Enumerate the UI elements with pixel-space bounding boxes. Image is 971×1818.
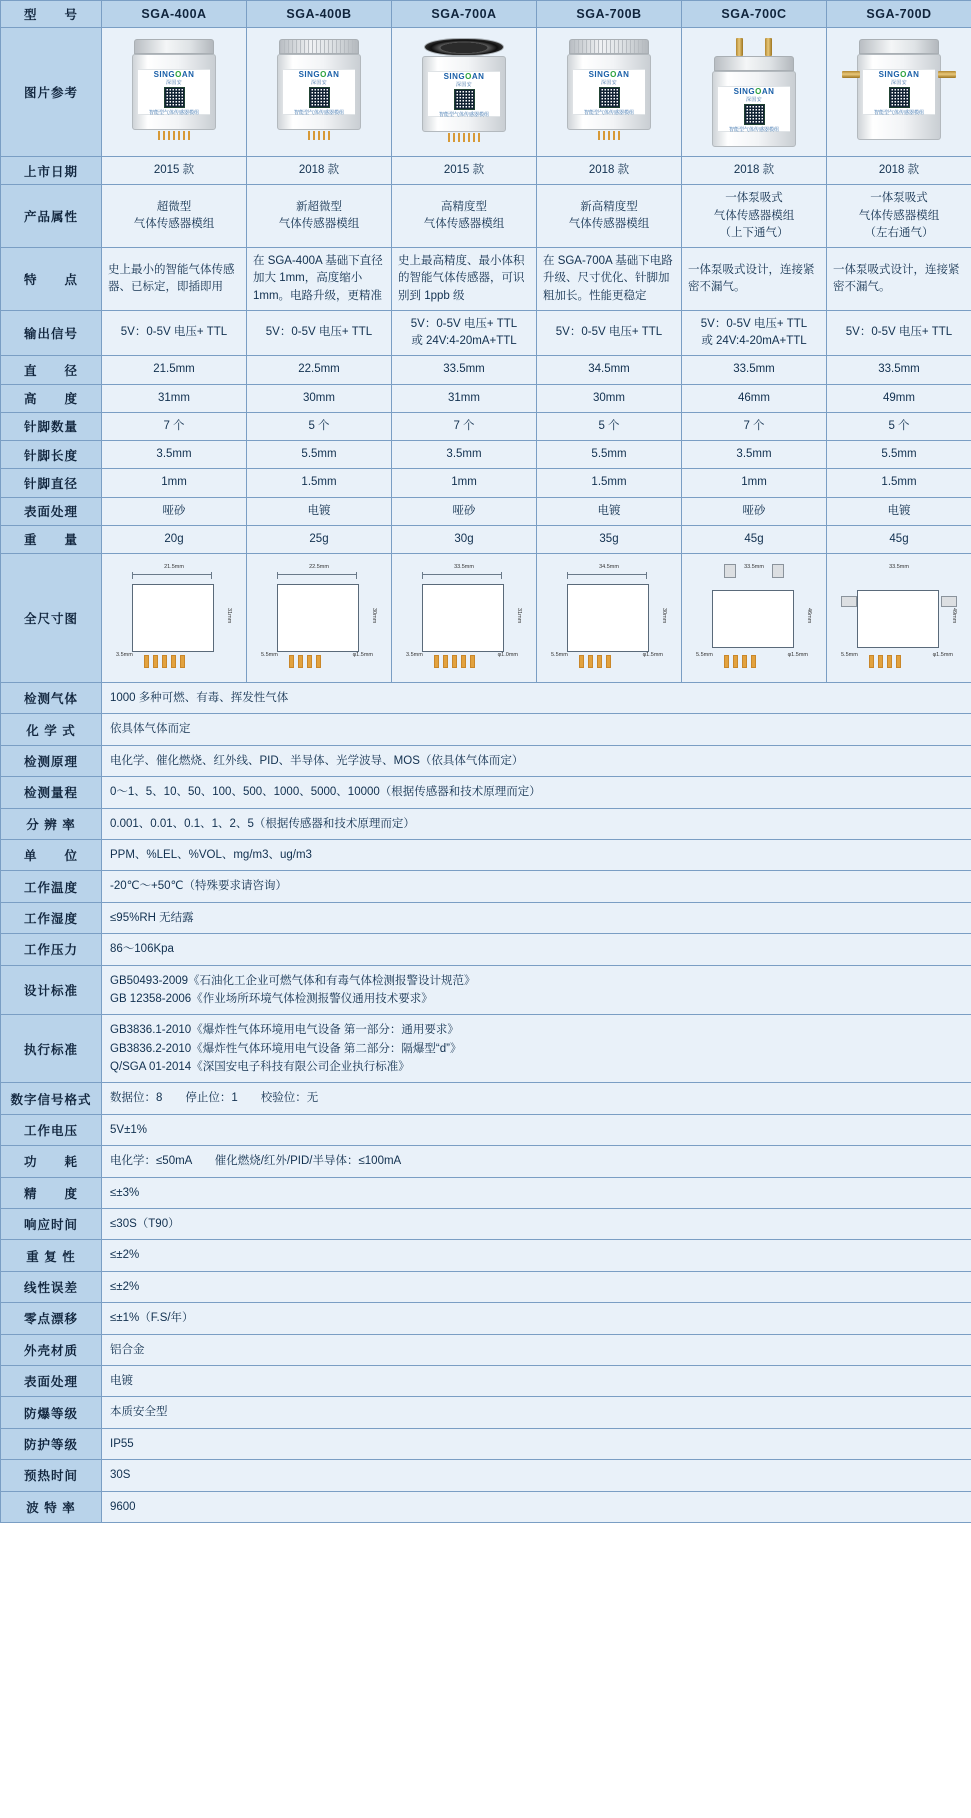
row-label-pin-count: 针脚数量 xyxy=(1,412,102,440)
product-image-2 xyxy=(392,28,537,157)
table-row-dimension-drawings xyxy=(1,554,971,683)
drawing-pin-dia-label: φ1.5mm xyxy=(642,652,663,658)
cell-diameter-5: 33.5mm xyxy=(827,356,971,384)
sensor-caption: 智能型气体传感器模组 xyxy=(583,110,634,116)
table-row-surface-treatment xyxy=(1,497,971,525)
drawing-top-label: 33.5mm xyxy=(744,564,764,570)
cell-features-0: 史上最小的智能气体传感器、已标定，即插即用 xyxy=(102,248,247,311)
cell-features-4: 一体泵吸式设计，连接紧密不漏气。 xyxy=(682,248,827,311)
drawing-height-label: 30mm xyxy=(661,608,667,624)
spec-label-accuracy: 精 度 xyxy=(1,1177,102,1208)
sensor-label-band xyxy=(863,69,935,115)
spec-row-response-time xyxy=(1,1209,971,1240)
product-image-4 xyxy=(682,28,827,157)
table-row-pin-length xyxy=(1,441,971,469)
sensor-caption: 智能型气体传感器模组 xyxy=(148,110,199,116)
qr-code-icon xyxy=(309,87,330,108)
spec-value-baud-rate: 9600 xyxy=(102,1491,971,1522)
spec-row-execution-standard xyxy=(1,1015,971,1083)
qr-code-icon xyxy=(164,87,185,108)
model-header-1: SGA-400B xyxy=(247,1,392,28)
row-label-output-signal: 输出信号 xyxy=(1,310,102,356)
cell-attributes-3: 新高精度型 气体传感器模组 xyxy=(537,185,682,248)
dimension-drawing-0 xyxy=(102,554,247,683)
drawing-pin-length-label: 5.5mm xyxy=(841,652,858,658)
row-label-surface-treatment: 表面处理 xyxy=(1,497,102,525)
cell-features-1: 在 SGA-400A 基础下直径加大 1mm，高度缩小 1mm。电路升级，更精准 xyxy=(247,248,392,311)
table-row-pin-count xyxy=(1,412,971,440)
drawing-height-label: 46mm xyxy=(806,608,812,624)
cell-weight-1: 25g xyxy=(247,525,392,553)
qr-code-icon xyxy=(454,89,475,110)
spec-value-range: 0～1、5、10、50、100、500、1000、5000、10000（根据传感器和技术原理而定） xyxy=(102,777,971,808)
cell-diameter-1: 22.5mm xyxy=(247,356,392,384)
spec-label-resolution: 分 辨 率 xyxy=(1,808,102,839)
spec-row-resolution xyxy=(1,808,971,839)
drawing-height-label: 30mm xyxy=(371,608,377,624)
spec-label-repeatability: 重 复 性 xyxy=(1,1240,102,1271)
qr-code-icon xyxy=(744,104,765,125)
spec-value-response-time: ≤30S（T90） xyxy=(102,1209,971,1240)
cell-diameter-2: 33.5mm xyxy=(392,356,537,384)
sensor-label-band xyxy=(283,69,355,115)
sensor-illustration-400a xyxy=(132,39,216,140)
spec-value-principle: 电化学、催化燃烧、红外线、PID、半导体、光学波导、MOS（依具体气体而定） xyxy=(102,745,971,776)
drawing-pins-icon xyxy=(869,655,901,668)
qr-code-icon xyxy=(889,87,910,108)
spec-label-digital-format: 数字信号格式 xyxy=(1,1083,102,1114)
drawing-pin-dia-label: φ1.0mm xyxy=(497,652,518,658)
table-row-launch-date xyxy=(1,157,971,185)
cell-weight-5: 45g xyxy=(827,525,971,553)
spec-value-accuracy: ≤±3% xyxy=(102,1177,971,1208)
table-row-images xyxy=(1,28,971,157)
spec-row-principle xyxy=(1,745,971,776)
table-row-weight xyxy=(1,525,971,553)
spec-value-humidity: ≤95%RH 无结露 xyxy=(102,902,971,933)
sensor-illustration-700d xyxy=(857,39,941,140)
cell-surface-treatment-5: 电镀 xyxy=(827,497,971,525)
dimension-drawing-4 xyxy=(682,554,827,683)
cell-pin-length-0: 3.5mm xyxy=(102,441,247,469)
cell-pin-diameter-0: 1mm xyxy=(102,469,247,497)
spec-row-chemical-formula xyxy=(1,714,971,745)
spec-label-linearity: 线性误差 xyxy=(1,1271,102,1302)
drawing-pins-icon xyxy=(724,655,756,668)
sensor-label-band xyxy=(428,71,500,117)
spec-value-surface-treatment: 电镀 xyxy=(102,1365,971,1396)
drawing-400b xyxy=(259,562,379,674)
drawing-body-outline xyxy=(567,584,649,652)
drawing-body-outline xyxy=(277,584,359,652)
sensor-caption: 智能型气体传感器模组 xyxy=(438,111,489,118)
cell-surface-treatment-1: 电镀 xyxy=(247,497,392,525)
drawing-nozzle-icon xyxy=(724,564,736,578)
row-label-height: 高 度 xyxy=(1,384,102,412)
sensor-cap-icon xyxy=(859,39,939,54)
spec-label-zero-drift: 零点漂移 xyxy=(1,1303,102,1334)
dimension-drawing-5 xyxy=(827,554,971,683)
cell-surface-treatment-0: 哑砂 xyxy=(102,497,247,525)
brand-text: SINGOAN xyxy=(298,70,340,79)
spec-row-range xyxy=(1,777,971,808)
brand-cn-text: 深国安 xyxy=(891,80,907,86)
cell-attributes-2: 高精度型 气体传感器模组 xyxy=(392,185,537,248)
drawing-width-arrow xyxy=(567,574,647,575)
spec-value-preheat-time: 30S xyxy=(102,1460,971,1491)
model-header-0: SGA-400A xyxy=(102,1,247,28)
spec-row-humidity xyxy=(1,902,971,933)
sensor-caption: 智能型气体传感器模组 xyxy=(293,110,344,116)
product-image-5 xyxy=(827,28,971,157)
row-label-pin-length: 针脚长度 xyxy=(1,441,102,469)
drawing-side-nozzle-icon xyxy=(841,596,857,607)
drawing-pin-length-label: 5.5mm xyxy=(261,652,278,658)
cell-attributes-4: 一体泵吸式 气体传感器模组 （上下通气） xyxy=(682,185,827,248)
sensor-illustration-400b xyxy=(277,39,361,140)
cell-pin-count-3: 5 个 xyxy=(537,412,682,440)
brand-cn-text: 深国安 xyxy=(311,80,327,86)
sensor-body xyxy=(422,56,506,132)
spec-value-zero-drift: ≤±1%（F.S/年） xyxy=(102,1303,971,1334)
spec-label-temperature: 工作温度 xyxy=(1,871,102,902)
product-image-0 xyxy=(102,28,247,157)
spec-row-voltage xyxy=(1,1114,971,1145)
spec-value-temperature: -20℃～+50℃（特殊要求请咨询） xyxy=(102,871,971,902)
table-row-height xyxy=(1,384,971,412)
spec-row-protection-grade xyxy=(1,1428,971,1459)
brand-text: SINGOAN xyxy=(153,70,195,79)
drawing-700c xyxy=(694,562,814,674)
spec-label-design-standard: 设计标准 xyxy=(1,965,102,1015)
model-header-3: SGA-700B xyxy=(537,1,682,28)
brand-text: SINGOAN xyxy=(733,86,775,96)
sensor-caption: 智能型气体传感器模组 xyxy=(873,110,924,116)
cell-features-2: 史上最高精度、最小体积的智能气体传感器，可识别到 1ppb 级 xyxy=(392,248,537,311)
sensor-pins-icon xyxy=(422,133,506,142)
dimension-drawing-1 xyxy=(247,554,392,683)
row-label-pin-diameter: 针脚直径 xyxy=(1,469,102,497)
spec-label-detect-gas: 检测气体 xyxy=(1,683,102,714)
cell-diameter-0: 21.5mm xyxy=(102,356,247,384)
cell-pin-length-2: 3.5mm xyxy=(392,441,537,469)
spec-label-chemical-formula: 化 学 式 xyxy=(1,714,102,745)
table-row-diameter xyxy=(1,356,971,384)
drawing-height-label: 49mm xyxy=(951,608,957,624)
cell-launch-date-3: 2018 款 xyxy=(537,157,682,185)
cell-pin-count-2: 7 个 xyxy=(392,412,537,440)
spec-row-preheat-time xyxy=(1,1460,971,1491)
spec-row-digital-format xyxy=(1,1083,971,1114)
model-header-4: SGA-700C xyxy=(682,1,827,28)
sensor-cap-mesh-icon xyxy=(279,39,359,54)
spec-row-surface-treatment xyxy=(1,1365,971,1396)
spec-value-linearity: ≤±2% xyxy=(102,1271,971,1302)
table-row-model xyxy=(1,1,971,28)
sensor-caption: 智能型气体传感器模组 xyxy=(728,126,779,133)
spec-label-execution-standard: 执行标准 xyxy=(1,1015,102,1083)
spec-label-protection-grade: 防护等级 xyxy=(1,1428,102,1459)
drawing-height-label: 31mm xyxy=(226,608,232,624)
drawing-pin-length-label: 3.5mm xyxy=(116,652,133,658)
spec-value-detect-gas: 1000 多种可燃、有毒、挥发性气体 xyxy=(102,683,971,714)
drawing-top-label: 22.5mm xyxy=(309,564,329,570)
sensor-label-band xyxy=(138,69,210,115)
spec-label-pressure: 工作压力 xyxy=(1,934,102,965)
spec-row-shell-material xyxy=(1,1334,971,1365)
drawing-top-label: 34.5mm xyxy=(599,564,619,570)
cell-pin-count-4: 7 个 xyxy=(682,412,827,440)
cell-pin-count-1: 5 个 xyxy=(247,412,392,440)
table-row-pin-diameter xyxy=(1,469,971,497)
cell-launch-date-5: 2018 款 xyxy=(827,157,971,185)
sensor-pins-icon xyxy=(132,131,216,140)
cell-weight-2: 30g xyxy=(392,525,537,553)
drawing-pins-icon xyxy=(434,655,475,668)
cell-attributes-5: 一体泵吸式 气体传感器模组 （左右通气） xyxy=(827,185,971,248)
cell-height-0: 31mm xyxy=(102,384,247,412)
cell-attributes-0: 超微型 气体传感器模组 xyxy=(102,185,247,248)
sensor-pins-icon xyxy=(567,131,651,140)
cell-diameter-4: 33.5mm xyxy=(682,356,827,384)
sensor-body xyxy=(277,54,361,130)
spec-row-accuracy xyxy=(1,1177,971,1208)
product-image-3 xyxy=(537,28,682,157)
row-label-features: 特 点 xyxy=(1,248,102,311)
spec-label-principle: 检测原理 xyxy=(1,745,102,776)
drawing-pin-length-label: 3.5mm xyxy=(406,652,423,658)
pump-nozzles-icon xyxy=(712,38,796,56)
drawing-side-nozzle-icon xyxy=(941,596,957,607)
table-row-attributes xyxy=(1,185,971,248)
brand-text: SINGOAN xyxy=(443,71,485,81)
drawing-pin-length-label: 5.5mm xyxy=(551,652,568,658)
spec-row-explosion-proof xyxy=(1,1397,971,1428)
spec-row-detect-gas xyxy=(1,683,971,714)
cell-pin-diameter-1: 1.5mm xyxy=(247,469,392,497)
cell-attributes-1: 新超微型 气体传感器模组 xyxy=(247,185,392,248)
row-label-weight: 重 量 xyxy=(1,525,102,553)
cell-output-signal-2: 5V：0-5V 电压+ TTL 或 24V:4-20mA+TTL xyxy=(392,310,537,356)
table-row-features xyxy=(1,248,971,311)
spec-row-repeatability xyxy=(1,1240,971,1271)
cell-pin-length-3: 5.5mm xyxy=(537,441,682,469)
cell-output-signal-5: 5V：0-5V 电压+ TTL xyxy=(827,310,971,356)
cell-weight-4: 45g xyxy=(682,525,827,553)
cell-features-3: 在 SGA-700A 基础下电路升级、尺寸优化、针脚加粗加长。性能更稳定 xyxy=(537,248,682,311)
row-label-launch-date: 上市日期 xyxy=(1,157,102,185)
cell-surface-treatment-3: 电镀 xyxy=(537,497,682,525)
cell-output-signal-3: 5V：0-5V 电压+ TTL xyxy=(537,310,682,356)
drawing-width-arrow xyxy=(422,574,502,575)
drawing-nozzle-icon xyxy=(772,564,784,578)
spec-value-repeatability: ≤±2% xyxy=(102,1240,971,1271)
drawing-pins-icon xyxy=(144,655,185,668)
cell-height-3: 30mm xyxy=(537,384,682,412)
spec-value-digital-format: 数据位：8 停止位：1 校验位：无 xyxy=(102,1083,971,1114)
spec-label-response-time: 响应时间 xyxy=(1,1209,102,1240)
drawing-width-arrow xyxy=(277,574,357,575)
spec-label-preheat-time: 预热时间 xyxy=(1,1460,102,1491)
drawing-pins-icon xyxy=(579,655,611,668)
spec-value-pressure: 86～106Kpa xyxy=(102,934,971,965)
brand-text: SINGOAN xyxy=(878,70,920,79)
spec-row-temperature xyxy=(1,871,971,902)
drawing-700b xyxy=(549,562,669,674)
brand-cn-text: 深国安 xyxy=(746,96,762,103)
cell-height-1: 30mm xyxy=(247,384,392,412)
row-label-dimension-drawings: 全尺寸图 xyxy=(1,554,102,683)
spec-row-unit xyxy=(1,839,971,870)
brand-text: SINGOAN xyxy=(588,70,630,79)
spec-value-protection-grade: IP55 xyxy=(102,1428,971,1459)
cell-output-signal-4: 5V：0-5V 电压+ TTL 或 24V:4-20mA+TTL xyxy=(682,310,827,356)
sensor-illustration-700c xyxy=(712,38,796,147)
spec-value-power: 电化学：≤50mA 催化燃烧/红外/PID/半导体：≤100mA xyxy=(102,1146,971,1177)
spec-label-range: 检测量程 xyxy=(1,777,102,808)
cell-launch-date-0: 2015 款 xyxy=(102,157,247,185)
sensor-illustration-700b xyxy=(567,39,651,140)
row-label-model: 型 号 xyxy=(1,1,102,28)
spec-value-design-standard: GB50493-2009《石油化工企业可燃气体和有毒气体检测报警设计规范》 GB 12358-2006《作业场所环境气体检测报警仪通用技术要求》 xyxy=(102,965,971,1015)
drawing-pin-length-label: 5.5mm xyxy=(696,652,713,658)
spec-row-pressure xyxy=(1,934,971,965)
sensor-cap-mesh-icon xyxy=(569,39,649,54)
table-row-output-signal xyxy=(1,310,971,356)
spec-value-execution-standard: GB3836.1-2010《爆炸性气体环境用电气设备 第一部分：通用要求》 GB3836.2-2010《爆炸性气体环境用电气设备 第二部分：隔爆型“d”》 Q/SGA 01-2014《深国安电子科技有限公司企业执行标准》 xyxy=(102,1015,971,1083)
drawing-body-outline xyxy=(712,590,794,648)
drawing-700d xyxy=(839,562,959,674)
cell-output-signal-1: 5V：0-5V 电压+ TTL xyxy=(247,310,392,356)
drawing-pin-dia-label: φ1.5mm xyxy=(787,652,808,658)
spec-value-chemical-formula: 依具体气体而定 xyxy=(102,714,971,745)
row-label-attributes: 产品属性 xyxy=(1,185,102,248)
sensor-body xyxy=(132,54,216,130)
drawing-pin-dia-label: φ1.5mm xyxy=(352,652,373,658)
sensor-body xyxy=(567,54,651,130)
cell-pin-diameter-4: 1mm xyxy=(682,469,827,497)
row-label-diameter: 直 径 xyxy=(1,356,102,384)
cell-height-5: 49mm xyxy=(827,384,971,412)
sensor-body xyxy=(857,54,941,140)
cell-height-2: 31mm xyxy=(392,384,537,412)
model-header-2: SGA-700A xyxy=(392,1,537,28)
drawing-body-outline xyxy=(422,584,504,652)
drawing-top-label: 21.5mm xyxy=(164,564,184,570)
cell-pin-length-1: 5.5mm xyxy=(247,441,392,469)
row-label-images: 图片参考 xyxy=(1,28,102,157)
cell-launch-date-2: 2015 款 xyxy=(392,157,537,185)
sensor-cap-icon xyxy=(134,39,214,54)
sensor-cap-icon xyxy=(714,56,794,71)
drawing-height-label: 31mm xyxy=(516,608,522,624)
dimension-drawing-2 xyxy=(392,554,537,683)
brand-cn-text: 深国安 xyxy=(601,80,617,86)
spec-value-unit: PPM、%LEL、%VOL、mg/m3、ug/m3 xyxy=(102,839,971,870)
brand-cn-text: 深国安 xyxy=(456,81,472,88)
cell-pin-diameter-3: 1.5mm xyxy=(537,469,682,497)
cell-weight-0: 20g xyxy=(102,525,247,553)
sensor-cap-ring-icon xyxy=(424,38,504,56)
spec-row-linearity xyxy=(1,1271,971,1302)
cell-launch-date-4: 2018 款 xyxy=(682,157,827,185)
cell-launch-date-1: 2018 款 xyxy=(247,157,392,185)
drawing-700a xyxy=(404,562,524,674)
cell-surface-treatment-4: 哑砂 xyxy=(682,497,827,525)
model-header-5: SGA-700D xyxy=(827,1,971,28)
sensor-body xyxy=(712,71,796,147)
drawing-pin-dia-label: φ1.5mm xyxy=(932,652,953,658)
sensor-illustration-700a xyxy=(422,38,506,142)
cell-surface-treatment-2: 哑砂 xyxy=(392,497,537,525)
drawing-400a xyxy=(114,562,234,674)
sensor-pins-icon xyxy=(277,131,361,140)
cell-height-4: 46mm xyxy=(682,384,827,412)
spec-label-explosion-proof: 防爆等级 xyxy=(1,1397,102,1428)
cell-output-signal-0: 5V：0-5V 电压+ TTL xyxy=(102,310,247,356)
drawing-pins-icon xyxy=(289,655,321,668)
spec-row-baud-rate xyxy=(1,1491,971,1522)
spec-label-surface-treatment: 表面处理 xyxy=(1,1365,102,1396)
drawing-top-label: 33.5mm xyxy=(889,564,909,570)
spec-label-shell-material: 外壳材质 xyxy=(1,1334,102,1365)
spec-value-voltage: 5V±1% xyxy=(102,1114,971,1145)
drawing-top-label: 33.5mm xyxy=(454,564,474,570)
spec-label-power: 功 耗 xyxy=(1,1146,102,1177)
cell-pin-count-5: 5 个 xyxy=(827,412,971,440)
drawing-width-arrow xyxy=(132,574,212,575)
cell-pin-diameter-2: 1mm xyxy=(392,469,537,497)
cell-pin-length-4: 3.5mm xyxy=(682,441,827,469)
cell-pin-diameter-5: 1.5mm xyxy=(827,469,971,497)
spec-label-unit: 单 位 xyxy=(1,839,102,870)
drawing-body-outline xyxy=(132,584,214,652)
spec-value-resolution: 0.001、0.01、0.1、1、2、5（根据传感器和技术原理而定） xyxy=(102,808,971,839)
spec-row-zero-drift xyxy=(1,1303,971,1334)
spec-row-power xyxy=(1,1146,971,1177)
cell-diameter-3: 34.5mm xyxy=(537,356,682,384)
sensor-label-band xyxy=(718,86,790,132)
spec-label-humidity: 工作湿度 xyxy=(1,902,102,933)
product-image-1 xyxy=(247,28,392,157)
spec-label-voltage: 工作电压 xyxy=(1,1114,102,1145)
cell-pin-count-0: 7 个 xyxy=(102,412,247,440)
drawing-body-outline xyxy=(857,590,939,648)
dimension-drawing-3 xyxy=(537,554,682,683)
sensor-label-band xyxy=(573,69,645,115)
spec-value-explosion-proof: 本质安全型 xyxy=(102,1397,971,1428)
cell-pin-length-5: 5.5mm xyxy=(827,441,971,469)
cell-features-5: 一体泵吸式设计，连接紧密不漏气。 xyxy=(827,248,971,311)
spec-label-baud-rate: 波 特 率 xyxy=(1,1491,102,1522)
qr-code-icon xyxy=(599,87,620,108)
spec-value-shell-material: 铝合金 xyxy=(102,1334,971,1365)
cell-weight-3: 35g xyxy=(537,525,682,553)
spec-row-design-standard xyxy=(1,965,971,1015)
brand-cn-text: 深国安 xyxy=(166,80,182,86)
